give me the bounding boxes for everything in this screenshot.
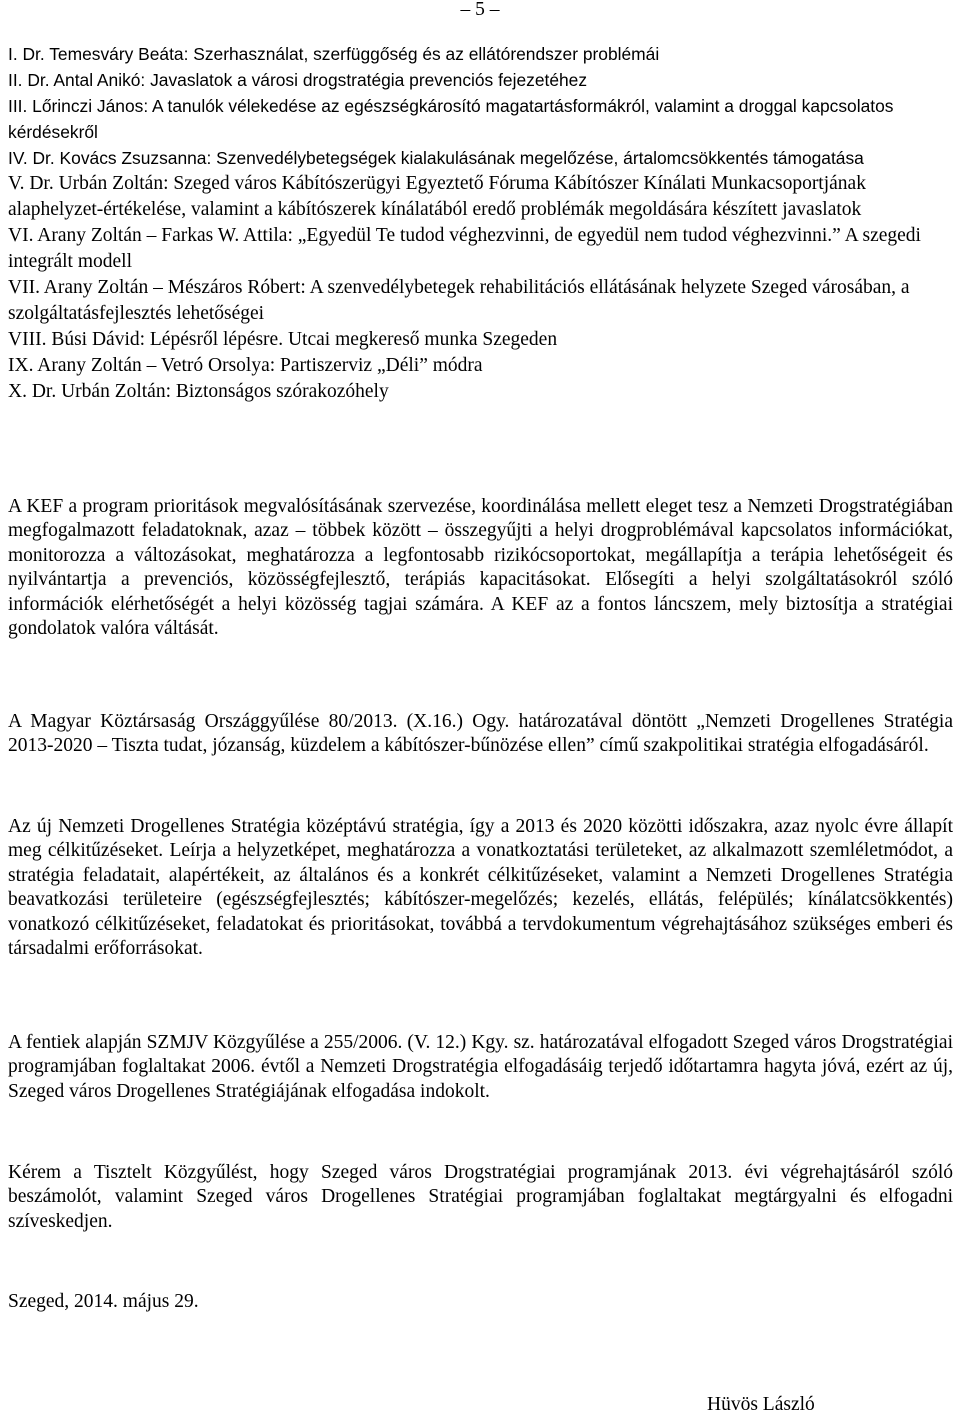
chapter-item-5: V. Dr. Urbán Zoltán: Szeged város Kábítószerügyi Egyeztető Fóruma Kábítószer Kínálati Munkacsoportjának alaphelyzet-értékelése, valamint a kábítószerek kínálatából eredő problémák megoldására készített javaslatok — [8, 173, 866, 220]
paragraph-new-strategy: Az új Nemzeti Drogellenes Stratégia középtávú stratégia, így a 2013 és 2020 közötti időszakra, azaz nyolc évre állapít meg célkitűzéseket. Leírja a helyzetképet, meghatározza a vonatkoztatási területeket, az alkalmazott szemléletmódot, a stratégia feladatait, alapértékeit, az általános és a konkrét célkitűzéseket, valamint a Nemzeti Drogellenes Stratégia beavatkozási területeire (egészségfejlesztés; kábítószer-megelőzés; kezelés, ellátás, felépülés; kínálatcsökkentés) vonatkozó célkitűzéseket, feladatokat és prioritásokat, továbbá a tervdokumentum végrehajtásához szükséges emberi és társadalmi erőforrásokat. — [8, 816, 953, 960]
chapter-item-10: X. Dr. Urbán Zoltán: Biztonságos szórakozóhely — [8, 381, 389, 402]
chapter-item-3: III. Lőrinczi János: A tanulók vélekedése az egészségkárosító magatartásformákról, valamint a droggal kapcsolatos kérdésekről — [8, 96, 894, 142]
chapter-list — [8, 41, 953, 405]
paragraph-council-resolution: A fentiek alapján SZMJV Közgyűlése a 255/2006. (V. 12.) Kgy. sz. határozatával elfogadott Szeged város Drogstratégiai programjában foglaltakat 2006. évtől a Nemzeti Drogstratégia elfogadásáig terjedő időtartamra hagyta jóvá, ezért az új, Szeged város Drogellenes Stratégiájának elfogadása indokolt. — [8, 1032, 953, 1102]
chapter-item-9: IX. Arany Zoltán – Vetró Orsolya: Partiszerviz „Déli” módra — [8, 355, 483, 376]
chapter-item-4: IV. Dr. Kovács Zsuzsanna: Szenvedélybetegségek kialakulásának megelőzése, ártalomcsökkentés támogatása — [8, 148, 864, 168]
paragraph-parliament-resolution: A Magyar Köztársaság Országgyűlése 80/2013. (X.16.) Ogy. határozatával döntött „Nemzeti Drogellenes Stratégia 2013-2020 – Tiszta tudat, józanság, küzdelem a kábítószer-bűnözése ellen” című szakpolitikai stratégia elfogadásáról. — [8, 711, 953, 757]
page-number: – 5 – — [460, 0, 500, 20]
paragraph-kef-role: A KEF a program prioritások megvalósításának szervezése, koordinálása mellett eleget tesz a Nemzeti Drogstratégiában megfogalmazott feladatoknak, azaz – többek között – összegyűjti a helyi drogproblémával kapcsolatos információkat, monitorozza a változásokat, meghatározza a legfontosabb rizikócsoportokat, megállapítja a terápia lehetőségeit és nyilvántartja a prevenciós, közösségfejlesztő, terápiás kapacitásokat. Elősegíti a helyi szolgáltatásokról szóló információk elérhetőségét a helyi közösség tagjai számára. A KEF az a fontos láncszem, mely biztosítja a stratégiai gondolatok valóra váltását. — [8, 496, 953, 640]
document-date: Szeged, 2014. május 29. — [8, 1291, 199, 1312]
chapter-item-8: VIII. Búsi Dávid: Lépésről lépésre. Utcai megkereső munka Szegeden — [8, 329, 558, 350]
paragraph-request: Kérem a Tisztelt Közgyűlést, hogy Szeged város Drogstratégiai programjának 2013. évi végrehajtásáról szóló beszámolót, valamint Szeged város Drogellenes Stratégiai programjában foglaltakat megtárgyalni és elfogadni szíveskedjen. — [8, 1162, 953, 1232]
chapter-item-6: VI. Arany Zoltán – Farkas W. Attila: „Egyedül Te tudod véghezvinni, de egyedül nem tudod véghezvinni.” A szegedi integrált modell — [8, 225, 921, 272]
chapter-item-1: I. Dr. Temesváry Beáta: Szerhasználat, szerfüggőség és az ellátórendszer problémái — [8, 44, 660, 64]
signature-name: Hüvös László — [707, 1394, 815, 1415]
chapter-item-7: VII. Arany Zoltán – Mészáros Róbert: A szenvedélybetegek rehabilitációs ellátásának helyzete Szeged városában, a szolgáltatásfejlesztés lehetőségei — [8, 277, 910, 324]
chapter-item-2: II. Dr. Antal Anikó: Javaslatok a városi drogstratégia prevenciós fejezetéhez — [8, 70, 588, 90]
